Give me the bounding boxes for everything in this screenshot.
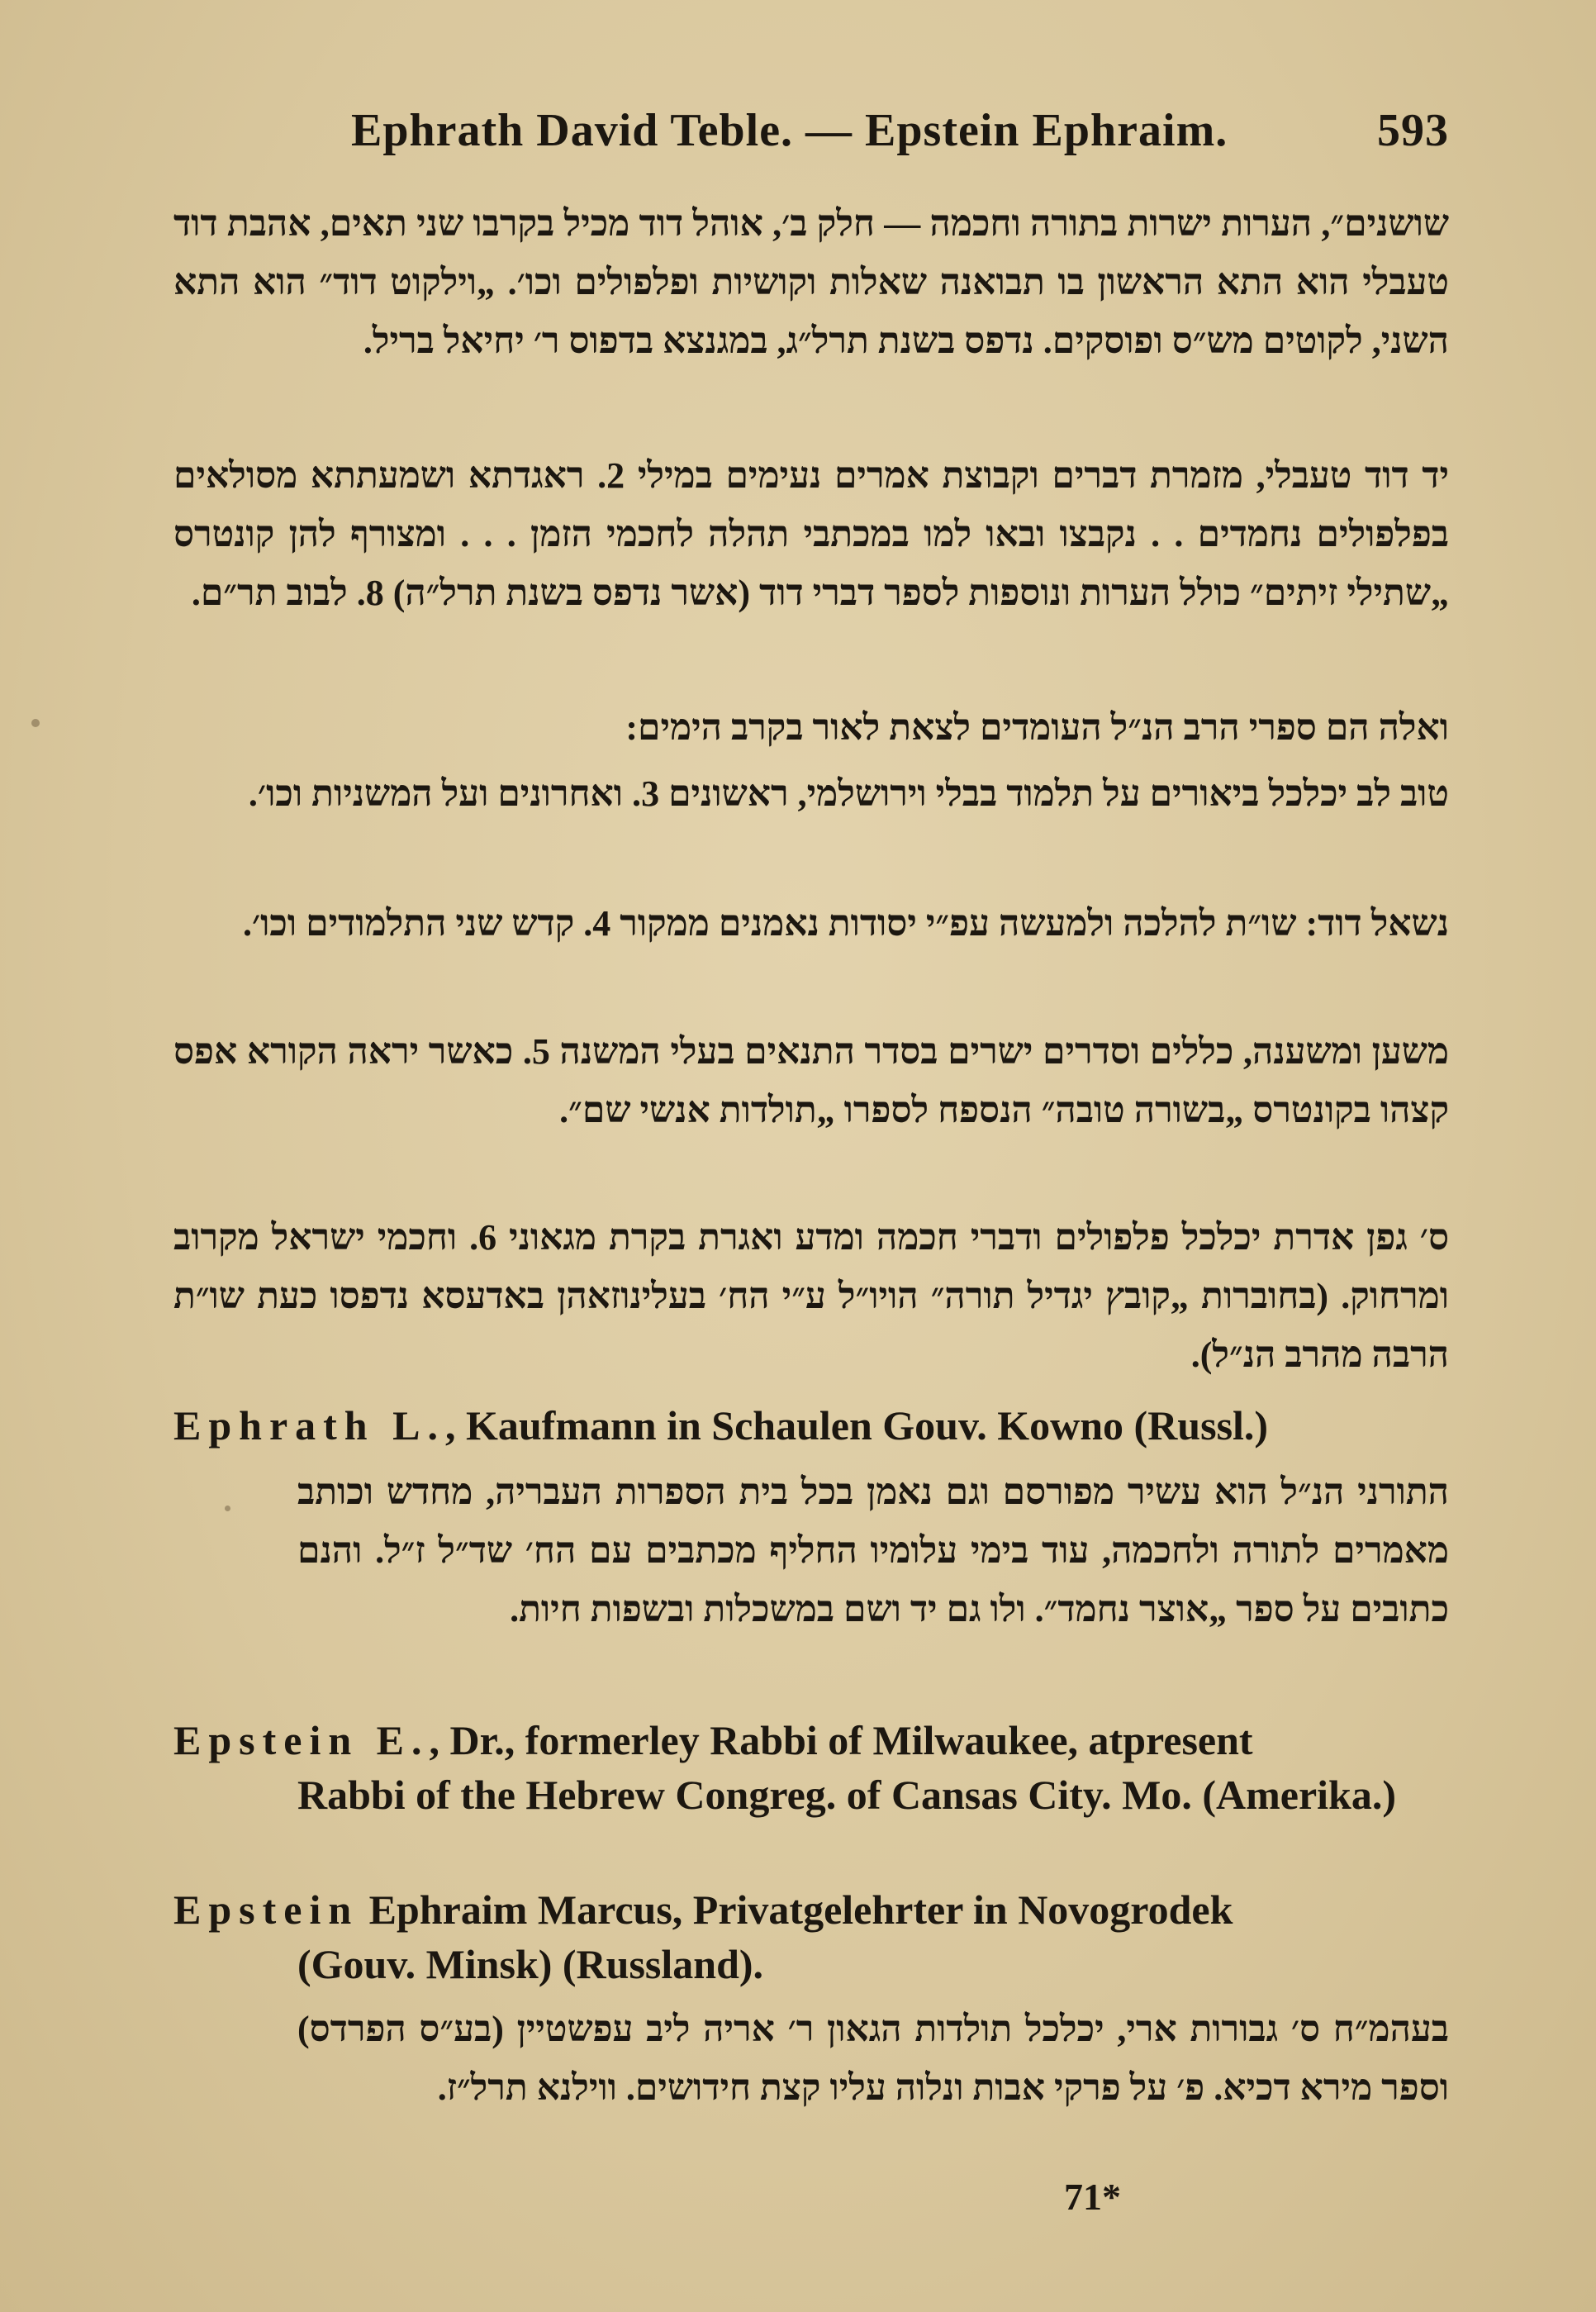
paragraph-hebrew: נשאל דוד: שו״ת להלכה ולמעשה עפ״י יסודות נאמנים ממקור 4. קדש שני התלמודים וכו׳. <box>242 903 1449 944</box>
entry-text: Ephraim Marcus, Privatgelehrter in Novogrodek <box>359 1886 1233 1933</box>
paragraph-hebrew: בעהמ״ח ס׳ גבורות ארי, יכלכל תולדות הגאון ר׳ אריה ליב עפשטיין (בע״ס הפרדס) וספר מירא דכיא. פ׳ על פרקי אבות ונלוה עליו קצת חידושים. ווילנא תרל״ז. <box>297 2009 1449 2108</box>
signature-mark: 71* <box>1064 2176 1121 2218</box>
header-title: Ephrath David Teble. — Epstein Ephraim. <box>351 105 1228 156</box>
entry-text: , Kaufmann in Schaulen Gouv. Kowno (Russl.) <box>444 1402 1269 1449</box>
paragraph-hebrew: יד דוד טעבלי, מזמרת דברים וקבוצת אמרים נעימים במילי 2. ראגדתא ושמעתתא מסולאים בפלפולים נחמדים . . נקבצו ובאו למו במכתבי תהלה לחכמי הזמן . . . ומצורף להן קונטרס „שתילי זיתים״ כולל הערות ונוספות לספר דברי דוד (אשר נדפס בשנת תרל״ה) 8. לבוב תר״ם. <box>173 455 1450 613</box>
entry-name: Ephrath L. <box>173 1402 445 1449</box>
entry-continuation: (Gouv. Minsk) (Russland). <box>297 1941 764 1987</box>
paragraph-hebrew: ואלה הם ספרי הרב הנ״ל העומדים לצאת לאור בקרב הימים: <box>625 707 1449 748</box>
paragraph-hebrew: שושנים״, הערות ישרות בתורה וחכמה — חלק ב׳, אוהל דוד מכיל בקרבו שני תאים, אהבת דוד טעבלי הוא התא הראשון בו תבואנה שאלות וקושיות ופלפולים וכו׳. „וילקוט דוד״ הוא התא השני, לקוטים מש״ס ופוסקים. נדפס בשנת תרל״ג, במגנצא בדפוס ר׳ יחיאל בריל. <box>173 203 1449 361</box>
paragraph-hebrew: ס׳ גפן אדרת יכלכל פלפולים ודברי חכמה ומדע ואגרת בקרת מגאוני 6. וחכמי ישראל מקרוב ומרחוק. (בחוברות „קובץ יגדיל תורה״ הויו״ל ע״י הח׳ בעלינוזאהן באדעסא נדפסו כעת שו״ת הרבה מהרב הנ״ל). <box>173 1217 1449 1375</box>
entry-name: Epstein E. <box>173 1717 430 1763</box>
entry-name: Epstein <box>173 1886 359 1933</box>
page-number: 593 <box>1377 105 1449 156</box>
running-header <box>173 98 1449 164</box>
paper-spot <box>225 1506 230 1511</box>
paragraph-hebrew: טוב לב יכלכל ביאורים על תלמוד בבלי וירושלמי, ראשונים 3. ואחרונים ועל המשניות וכו׳. <box>248 773 1449 814</box>
directory-entry <box>173 1882 1449 1991</box>
paper-spot <box>31 719 40 727</box>
directory-entry <box>173 1713 1449 1822</box>
paragraph-hebrew: משען ומשענה, כללים וסדרים ישרים בסדר התנאים בעלי המשנה 5. כאשר יראה הקורא אפס קצהו בקונטרס „בשורה טובה״ הנספח לספרו „תולדות אנשי שם״. <box>173 1031 1449 1130</box>
entry-text: , Dr., formerley Rabbi of Milwaukee, atpresent <box>429 1717 1253 1763</box>
directory-entry <box>173 1398 1449 1453</box>
entry-continuation: Rabbi of the Hebrew Congreg. of Cansas City. Mo. (Amerika.) <box>297 1772 1397 1818</box>
paragraph-hebrew: התורני הנ״ל הוא עשיר מפורסם וגם נאמן בכל בית הספרות העבריה, מחדש וכותב מאמרים לתורה ולחכמה, עוד בימי עלומיו החליף מכתבים עם הח׳ שד״ל ז״ל. והנם כתובים על ספר „אוצר נחמד״. ולו גם יד ושם במשכלות ובשפות חיות. <box>297 1472 1449 1629</box>
